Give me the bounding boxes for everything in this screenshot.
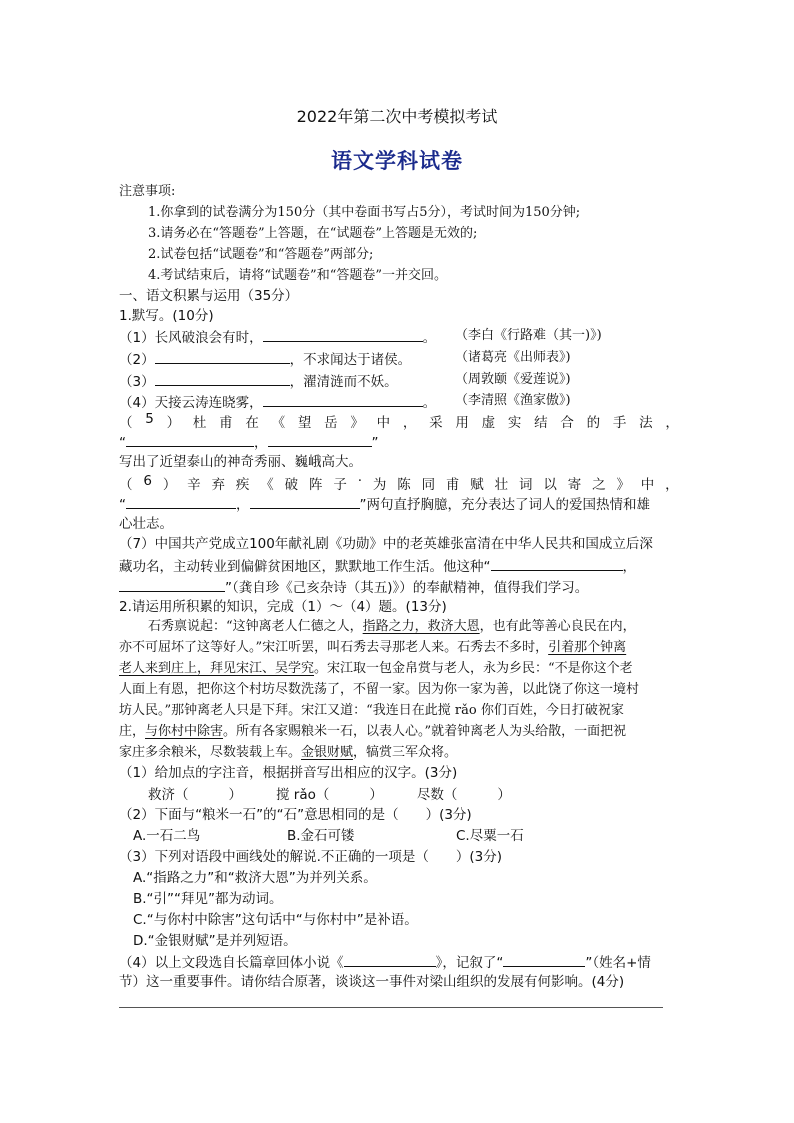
justified-char: 的: [586, 415, 601, 431]
underlined-phrase: 金银财赋: [301, 745, 354, 760]
answer-blank[interactable]: [250, 494, 360, 509]
passage-line: 老人来到庄上，拜见宋江、吴学究。宋江取一包金帛赏与老人，永为乡民：“不是你这个老: [119, 661, 633, 676]
subq-4-cont: 节）这一重要事件。请你结合原著，谈谈这一事件对梁山组织的发展有何影响。(4分): [119, 974, 625, 990]
justified-char: 6: [143, 473, 152, 489]
justified-char: 《: [271, 415, 286, 431]
q1-line-5b: “ ， ”: [119, 432, 379, 452]
question-2-heading: 2.请运用所积累的知识，完成（1）～（4）题。(13分): [119, 599, 447, 615]
notice-item: 2.试卷包括“试题卷”和“答题卷”两部分;: [148, 247, 374, 262]
underlined-phrase: 老人来到庄上，拜见宋江、吴学究: [119, 661, 315, 676]
justified-char: 》: [616, 477, 630, 493]
justified-char: 阵: [308, 477, 323, 493]
q1-line-7c: ”（龚自珍《己亥杂诗（其五)》）的奉献精神，值得我们学习。: [119, 577, 588, 597]
notice-heading: 注意事项:: [119, 184, 176, 199]
answer-blank[interactable]: [268, 432, 372, 447]
justified-char: （: [119, 415, 133, 431]
justified-char: 《: [260, 477, 274, 493]
justified-char: ，: [402, 415, 417, 431]
notice-item: 1.你拿到的试卷满分为150分（其中卷面书写占5分），考试时间为150分钟;: [148, 205, 581, 220]
justified-char: 手: [612, 415, 627, 431]
justified-char: 在: [245, 415, 259, 431]
justified-char: 5: [145, 411, 154, 427]
subject-title: 语文学科试卷: [331, 149, 463, 173]
passage-line: 家庄多余粮米，尽数装载上车。金银财赋，犒赏三军众将。: [119, 745, 458, 760]
answer-blank[interactable]: [155, 349, 290, 364]
justified-char: 破: [284, 477, 299, 493]
underlined-phrase: 引着那个钟离: [548, 640, 627, 655]
justified-char: 结: [534, 415, 548, 431]
answer-blank[interactable]: [344, 952, 436, 967]
q1-line-6b: “ ， ”两句直抒胸臆，充分表达了词人的爱国热情和雄: [119, 494, 650, 514]
justified-char: 杜: [192, 415, 207, 431]
justified-char: ，: [665, 415, 679, 431]
section-heading: 一、语文积累与运用（35分）: [119, 288, 299, 304]
answer-blank[interactable]: [491, 556, 623, 571]
justified-char: 以: [543, 477, 557, 493]
subq-1-options: 救济（ ） 搅 rǎo（ ） 尽数（ ）: [148, 787, 511, 803]
q1-line-1: （1）长风破浪会有时， 。: [119, 327, 436, 347]
passage-line: 坊人民。”那钟离老人只是下拜。宋江又道：“我连日在此搅 rǎo 你们百姓，今日打破祝家: [119, 703, 624, 718]
q1-line-3: （3） ，濯清涟而不妖。: [119, 371, 398, 391]
question-1-heading: 1.默写。(10分): [119, 308, 214, 324]
justified-char: 虚: [481, 415, 496, 431]
q1-source-2: （诸葛亮《出师表》): [455, 350, 571, 365]
subq-4: （4）以上文段选自长篇章回体小说《 》，记叙了“ ”（姓名+情: [119, 952, 651, 972]
justified-char: 中: [376, 415, 391, 431]
justified-char: 合: [560, 415, 574, 431]
notice-item: 4.考试结束后，请将“试题卷”和“答题卷”一并交回。: [148, 268, 447, 283]
justified-char: 陈: [397, 477, 411, 493]
answer-blank[interactable]: [119, 577, 225, 592]
subq-2-option-c[interactable]: C.尽粟一石: [456, 828, 524, 844]
answer-blank[interactable]: [126, 432, 254, 447]
answer-blank[interactable]: [263, 392, 423, 407]
q1-source-1: （李白《行路难（其一)》): [455, 328, 602, 343]
justified-char: 词: [519, 477, 533, 493]
justified-char: 甫: [219, 415, 233, 431]
justified-char: 实: [507, 415, 522, 431]
justified-char: 之: [592, 477, 606, 493]
justified-char: 采: [429, 415, 443, 431]
justified-char: 同: [421, 477, 436, 493]
q1-line-7b: 藏功名，主动转业到偏僻贫困地区，默默地工作生活。他这种“ ，: [119, 556, 636, 576]
justified-char: ，: [665, 477, 679, 493]
passage-line: 亦不可屈坏了这等好人。”宋江听罢，叫石秀去寻那老人来。石秀去不多时，引着那个钟离: [119, 640, 627, 655]
justified-char: （: [119, 477, 133, 493]
justified-char: 中: [640, 477, 655, 493]
q1-line-2: （2） ，不求闻达于诸侯。: [119, 349, 411, 369]
justified-char: 寄: [567, 477, 582, 493]
subq-3-option-d[interactable]: D.“金银财赋”是并列短语。: [133, 933, 297, 949]
answer-blank[interactable]: [503, 952, 585, 967]
q1-line-5c: 写出了近望泰山的神奇秀丽、巍峨高大。: [119, 454, 362, 470]
passage-line: 人面上有恩，把你这个村坊尽数洗荡了，不留一家。因为你一家为善，以此饶了你这一境村: [119, 682, 640, 697]
q1-line-6c: 心壮志。: [119, 516, 173, 532]
justified-char: 》: [350, 415, 364, 431]
justified-char: 弃: [211, 477, 226, 493]
underlined-phrase: 指路之力，救济大恩: [362, 619, 480, 634]
q1-line-7a: （7）中国共产党成立100年献礼剧《功勋》中的老英雄张富清在中华人民共和国成立后深: [119, 536, 653, 552]
justified-char: 用: [455, 415, 469, 431]
justified-char: 为: [372, 477, 387, 493]
passage-line: 石秀禀说起：“这钟离老人仁德之人，指路之力，救济大恩，也有此等善心良民在内，: [148, 619, 636, 634]
answer-blank[interactable]: [155, 371, 290, 386]
answer-blank[interactable]: [126, 494, 236, 509]
justified-char: ）: [162, 477, 177, 493]
subq-2-option-b[interactable]: B.金石可镂: [287, 828, 355, 844]
subq-2: （2）下面与“粮米一石”的“石”意思相同的是（ ）(3分): [119, 807, 472, 823]
underlined-phrase: 与你村中除害: [145, 724, 224, 739]
answer-blank[interactable]: [263, 327, 423, 342]
justified-char: 壮: [494, 477, 509, 493]
justified-char: ·: [357, 473, 362, 489]
subq-3: （3）下列对语段中画线处的解说.不正确的一项是（ ）(3分): [119, 849, 503, 865]
justified-char: 甫: [445, 477, 460, 493]
q1-source-4: （李清照《渔家傲》): [455, 393, 571, 408]
answer-line[interactable]: [119, 1007, 663, 1008]
justified-char: 望: [297, 415, 312, 431]
passage-line: 庄，与你村中除害。所有各家赐粮米一石，以表人心。”就着钟离老人为头给散，一面把祝: [119, 724, 627, 739]
justified-char: 岳: [324, 415, 338, 431]
subq-2-option-a[interactable]: A.一石二鸟: [133, 828, 201, 844]
notice-item: 3.请务必在“答题卷”上答题，在“试题卷”上答题是无效的;: [148, 226, 478, 241]
subq-3-option-a[interactable]: A.“指路之力”和“救济大恩”为并列关系。: [133, 870, 377, 886]
q1-line-4: （4）天接云涛连晓雾， 。: [119, 392, 436, 412]
q1-line-5: [119, 411, 679, 431]
justified-char: ）: [166, 415, 181, 431]
justified-char: 子: [333, 477, 347, 493]
q1-source-3: （周敦颐《爱莲说》): [455, 372, 571, 387]
subq-1: （1）给加点的字注音，根据拼音写出相应的汉字。(3分): [119, 765, 458, 781]
justified-char: 赋: [470, 477, 484, 493]
subq-3-option-c[interactable]: C.“与你村中除害”这句话中“与你村中”是补语。: [133, 912, 418, 928]
justified-char: 疾: [235, 477, 250, 493]
q1-line-6: [119, 473, 679, 493]
subq-3-option-b[interactable]: B.“引”“拜见”都为动词。: [133, 891, 283, 907]
exam-title: 2022年第二次中考模拟考试: [296, 107, 498, 126]
justified-char: 辛: [187, 477, 201, 493]
justified-char: 法: [639, 415, 653, 431]
